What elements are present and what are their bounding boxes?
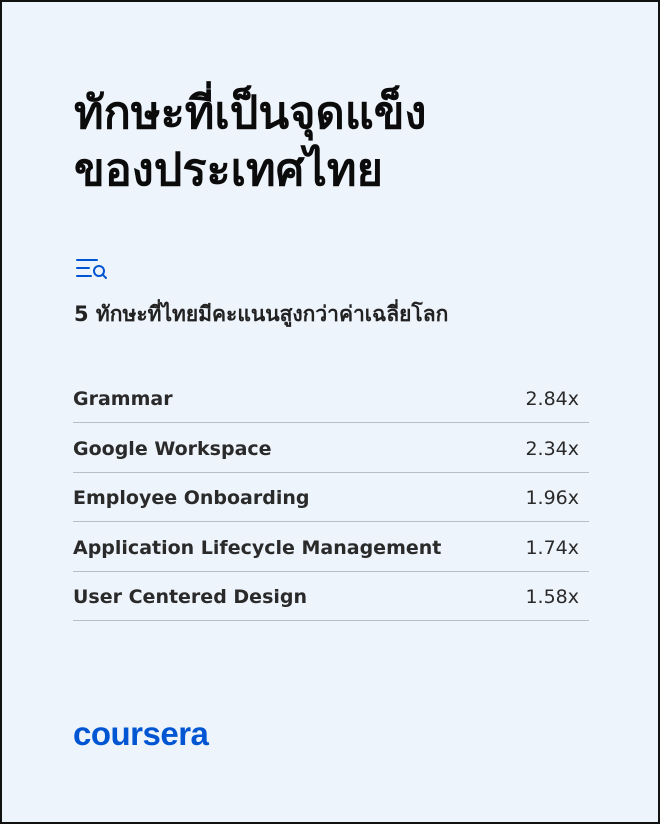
coursera-logo: coursera	[73, 715, 209, 752]
skill-name: Employee Onboarding	[73, 487, 310, 509]
skill-name: Application Lifecycle Management	[73, 536, 442, 559]
skill-name: User Centered Design	[73, 586, 308, 608]
skill-value: 1.74x	[525, 536, 579, 559]
list-item	[73, 573, 589, 621]
subtitle: 5 ทักษะที่ไทยมีคะแนนสูงกว่าค่าเฉลี่ยโลก	[74, 302, 449, 326]
title-line-1: ทักษะที่เป็นจุดแข็ง	[74, 86, 427, 139]
skill-name: Grammar	[73, 388, 173, 410]
skill-name: Google Workspace	[73, 437, 272, 460]
list-item	[73, 474, 589, 522]
list-search-icon	[75, 257, 109, 281]
skills-list	[73, 375, 589, 621]
list-item	[73, 375, 589, 423]
list-item	[73, 425, 589, 473]
skill-value: 2.34x	[525, 437, 579, 460]
title-line-2: ของประเทศไทย	[74, 143, 383, 196]
page-title	[74, 84, 614, 198]
skill-value: 1.58x	[525, 586, 579, 608]
list-item	[73, 524, 589, 572]
skill-value: 2.84x	[525, 388, 579, 410]
skill-value: 1.96x	[525, 487, 579, 509]
